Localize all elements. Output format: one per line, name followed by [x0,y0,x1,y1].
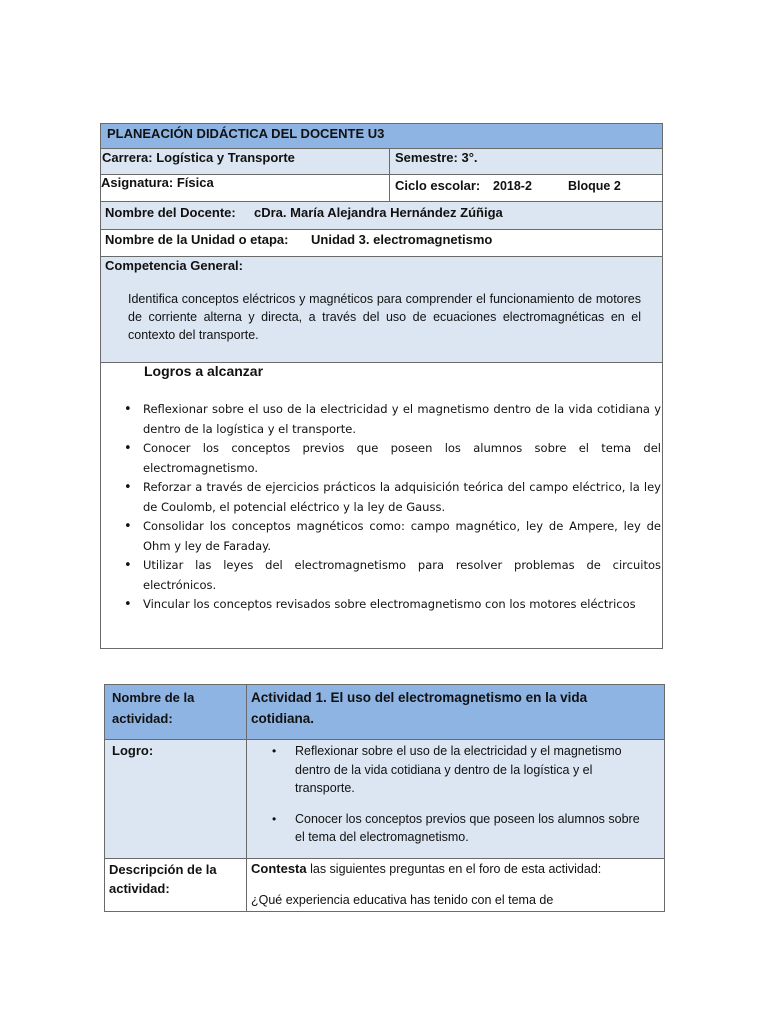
list-item: • Vincular los conceptos revisados sobre electromagnetismo con los motores eléctricos [101,595,661,615]
logros-cell [100,362,663,649]
semestre-cell: Semestre: 3°. [389,148,663,175]
actividad-logros-list [247,742,642,847]
descripcion-text: Contesta las siguientes preguntas en el foro de esta actividad: [251,861,602,876]
list-item: • Reflexionar sobre el uso de la electricidad y el magnetismo dentro de la vida cotidiana y dentro de la logística y el transporte. [101,400,661,439]
actividad-nombre-label-cell: Nombre de la actividad: [104,684,247,740]
ciclo-cell: Ciclo escolar: 2018-2 Bloque 2 [389,174,663,202]
pregunta-text: ¿Qué experiencia educativa has tenido con el tema de [251,893,554,907]
actividad-descripcion-label-cell: Descripción de la actividad: [104,858,247,912]
list-item: • Consolidar los conceptos magnéticos como: campo magnético, ley de Ampere, ley de Ohm y ley de Faraday. [101,517,661,556]
asignatura-cell: Asignatura: Física [100,174,390,202]
actividad-descripcion-value-cell [246,858,665,912]
competencia-label: Competencia General: [105,258,243,273]
planeacion-header: PLANEACIÓN DIDÁCTICA DEL DOCENTE U3 [100,123,663,149]
competencia-text: Identifica conceptos eléctricos y magnéticos para comprender el funcionamiento de motores de corriente alterna y directa, a través del uso de ecuaciones electromagnéticas en el contexto del transporte. [128,292,641,342]
competencia-cell [100,256,663,363]
list-item: • Conocer los conceptos previos que poseen los alumnos sobre el tema del electromagnetismo. [101,439,661,478]
logros-list [101,400,661,615]
docente-cell: Nombre del Docente: cDra. María Alejandra Hernández Zúñiga [100,201,663,230]
list-item: • Utilizar las leyes del electromagnetismo para resolver problemas de circuitos electrónicos. [101,556,661,595]
actividad-logro-value-cell [246,739,665,859]
list-item: • Reflexionar sobre el uso de la electricidad y el magnetismo dentro de la vida cotidiana y dentro de la logística y el transporte. [247,742,642,798]
list-item: • Reforzar a través de ejercicios prácticos la adquisición teórica del campo eléctrico, la ley de Coulomb, el potencial eléctrico y la ley de Gauss. [101,478,661,517]
list-item: • Conocer los conceptos previos que poseen los alumnos sobre el tema del electromagnetismo. [247,810,642,847]
logros-title: Logros a alcanzar [144,363,264,379]
unidad-cell: Nombre de la Unidad o etapa: Unidad 3. electromagnetismo [100,229,663,257]
carrera-cell: Carrera: Logística y Transporte [100,148,390,175]
actividad-nombre-value-cell: Actividad 1. El uso del electromagnetismo en la vida cotidiana. [246,684,665,740]
actividad-logro-label-cell: Logro: [104,739,247,859]
